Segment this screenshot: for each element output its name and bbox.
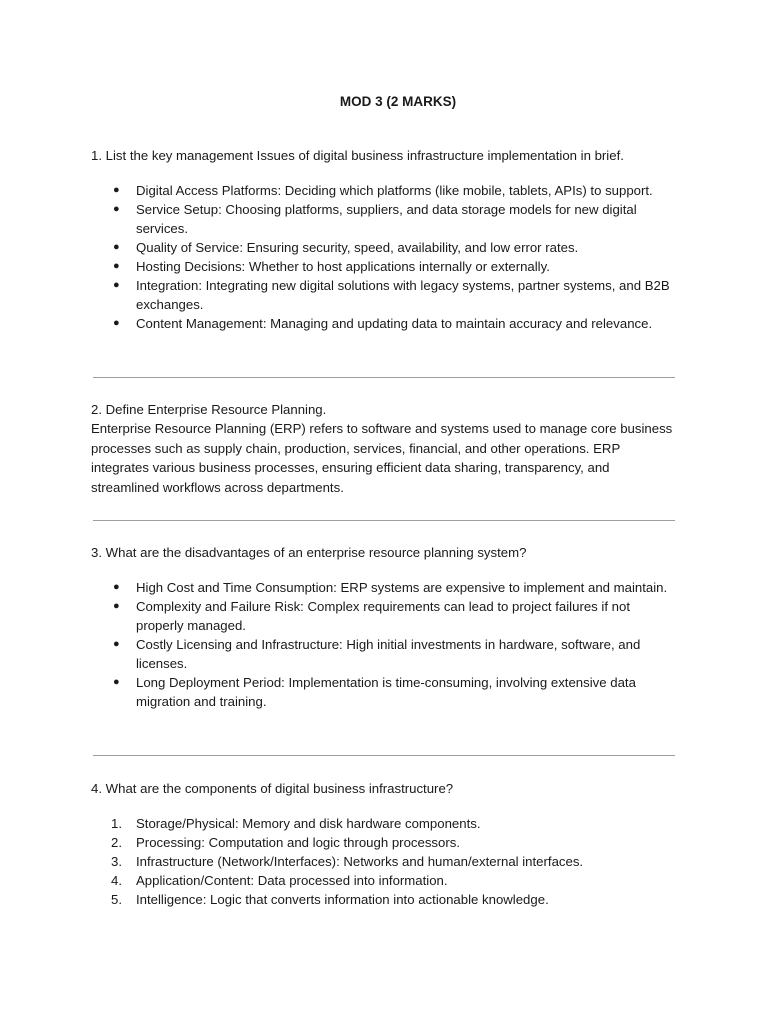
list-number: 5.	[111, 892, 122, 907]
list-item-text: Content Management: Managing and updating data to maintain accuracy and relevance.	[136, 316, 653, 331]
list-item-text: Application/Content: Data processed into information.	[136, 873, 448, 888]
bullet-icon: ●	[113, 676, 120, 688]
list-item	[91, 871, 681, 890]
list-item	[91, 578, 681, 597]
question-3: 3. What are the disadvantages of an enterprise resource planning system?	[91, 545, 527, 560]
list-item-text: Intelligence: Logic that converts information into actionable knowledge.	[136, 892, 549, 907]
list-item-text: Processing: Computation and logic through processors.	[136, 835, 461, 850]
list-number: 3.	[111, 854, 122, 869]
section-1	[91, 146, 681, 333]
list-item-text: Hosting Decisions: Whether to host applications internally or externally.	[136, 259, 550, 274]
list-item-text: Infrastructure (Network/Interfaces): Networks and human/external interfaces.	[136, 854, 584, 869]
list-item-text: Integration: Integrating new digital solutions with legacy systems, partner systems, and B2B exchanges.	[136, 278, 670, 312]
list-item-text: Digital Access Platforms: Deciding which platforms (like mobile, tablets, APIs) to support.	[136, 183, 653, 198]
list-item	[91, 890, 681, 909]
section-2	[91, 400, 681, 497]
list-item	[91, 635, 681, 673]
bullet-icon: ●	[113, 241, 120, 253]
bullet-icon: ●	[113, 638, 120, 650]
bullet-list-3	[91, 578, 681, 711]
bullet-icon: ●	[113, 581, 120, 593]
list-item	[91, 257, 681, 276]
bullet-icon: ●	[113, 279, 120, 291]
list-item-text: Complexity and Failure Risk: Complex requirements can lead to project failures if not properly managed.	[136, 599, 631, 633]
list-item	[91, 314, 681, 333]
bullet-icon: ●	[113, 184, 120, 196]
question-2: 2. Define Enterprise Resource Planning.	[91, 402, 327, 417]
page-title: MOD 3 (2 MARKS)	[339, 94, 457, 109]
list-item-text: Service Setup: Choosing platforms, suppliers, and data storage models for new digital services.	[136, 202, 637, 236]
list-item	[91, 673, 681, 711]
list-number: 4.	[111, 873, 122, 888]
list-item	[91, 814, 681, 833]
divider	[93, 377, 675, 378]
numbered-list-4	[91, 814, 681, 909]
list-item-text: Quality of Service: Ensuring security, speed, availability, and low error rates.	[136, 240, 579, 255]
list-number: 2.	[111, 835, 122, 850]
divider	[93, 755, 675, 756]
list-number: 1.	[111, 816, 122, 831]
bullet-icon: ●	[113, 260, 120, 272]
list-item-text: High Cost and Time Consumption: ERP systems are expensive to implement and maintain.	[136, 580, 668, 595]
list-item-text: Costly Licensing and Infrastructure: High initial investments in hardware, software, and licenses.	[136, 637, 641, 671]
divider	[93, 520, 675, 521]
section-3	[91, 543, 681, 711]
answer-2: Enterprise Resource Planning (ERP) refers to software and systems used to manage core business processes such as supply chain, production, services, financial, and other operations. ERP integrates various business processes, ensuring efficient data sharing, transparency, and streamlined workflows across departments.	[91, 421, 673, 495]
list-item	[91, 200, 681, 238]
bullet-list-1	[91, 181, 681, 333]
bullet-icon: ●	[113, 600, 120, 612]
list-item	[91, 833, 681, 852]
question-4: 4. What are the components of digital business infrastructure?	[91, 781, 454, 796]
list-item	[91, 181, 681, 200]
list-item-text: Long Deployment Period: Implementation is time-consuming, involving extensive data migration and training.	[136, 675, 636, 709]
list-item	[91, 852, 681, 871]
list-item	[91, 238, 681, 257]
question-1: 1. List the key management Issues of digital business infrastructure implementation in brief.	[91, 148, 624, 163]
section-4	[91, 779, 681, 909]
bullet-icon: ●	[113, 203, 120, 215]
list-item	[91, 597, 681, 635]
bullet-icon: ●	[113, 317, 120, 329]
list-item	[91, 276, 681, 314]
list-item-text: Storage/Physical: Memory and disk hardware components.	[136, 816, 481, 831]
